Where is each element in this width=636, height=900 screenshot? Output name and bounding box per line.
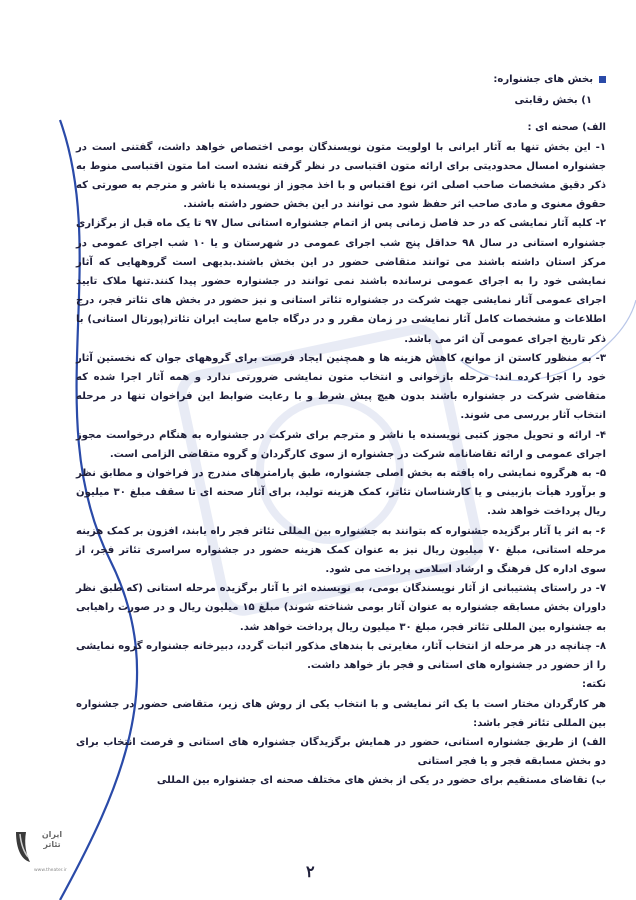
document-body (76, 70, 606, 791)
paragraph-4: ۴- ارائه و تحویل مجوز کتبی نویسنده یا ناشر و مترجم برای شرکت در جشنواره به هنگام درخواست مجوز اجرای عمومی و ارائه تقاضانامه شرکت در جشنواره از سوی کارگردان و گروه متقاضی الزامی است. (76, 429, 606, 460)
paragraph-3: ۳- به منظور کاستن از موانع، کاهش هزینه ها و همچنین ایجاد فرصت برای گروههای جوان که نخستین آثار خود را اجرا کرده اند: مرحله بازخوانی و انتخاب متون نمایشی ضرورتی ندارد و همه آثار اجرا شده که متقاضی شرکت در جشنواره باشند بدون هیچ پیش شرط و با رعایت ضوابط این فراخوان تنها در مرحله انتخاب آثار بررسی می شوند. (76, 352, 606, 422)
bullet-square-icon (599, 76, 606, 83)
note-text: هر کارگردان مختار است با یک اثر نمایشی و با انتخاب یکی از روش های زیر، متقاضی حضور در جشنواره بین المللی تئاتر فجر باشد: (76, 698, 606, 729)
note-option-a: الف) از طریق جشنواره استانی، حضور در همایش برگزیدگان جشنواره های استانی و فرصت انتخاب برای دو بخش مسابقه فجر و یا فجر استانی (76, 736, 606, 768)
paragraph-5: ۵- به هرگروه نمایشی راه یافته به بخش اصلی جشنواره، طبق پارامترهای مندرج در فراخوان و مطابق نظر و برآورد هیأت بازبینی و یا کارشناسان تئاتر، کمک هزینه تولید، برای آثار صحنه ای تا سقف مبلغ ۳۰ میلیون ریال پرداخت خواهد شد. (76, 468, 606, 518)
logo-text: ایران تئاتر (41, 830, 63, 849)
part-heading: الف) صحنه ای : (527, 122, 606, 134)
page-number: ۲ (306, 862, 315, 881)
logo-url: www.theater.ir (34, 868, 67, 873)
section-title-text: بخش های جشنواره: (493, 74, 593, 85)
paragraph-7: ۷- در راستای پشتیبانی از آثار نویسندگان بومی، به نویسنده اثر یا آثار برگزیده مرحله استانی (که طبق نظر داوران بخش مسابقه جشنواره به عنوان آثار بومی شناخته شوند) مبلغ ۱۵ میلیون ریال و در صورت راهیابی به جشنواره بین المللی تئاتر فجر، مبلغ ۳۰ میلیون ریال پرداخت خواهد شد. (76, 583, 606, 633)
note-label: نکته: (582, 679, 606, 691)
paragraph-8: ۸- چنانچه در هر مرحله از انتخاب آثار، مغایرتی با بندهای مذکور اثبات گردد، دبیرخانه جشنواره گروه نمایشی را از حضور در جشنواره های استانی و فجر باز خواهد داشت. (76, 640, 606, 672)
note-option-b: ب) تقاضای مستقیم برای حضور در یکی از بخش های مختلف صحنه ای جشنواره بین المللی (156, 775, 606, 787)
paragraph-6: ۶- به اثر یا آثار برگزیده جشنواره که بتوانند به جشنواره بین المللی تئاتر فجر راه یابند، افزون بر کمک هزینه مرحله استانی، مبلغ ۷۰ میلیون ریال نیز به عنوان کمک هزینه حضور در جشنواره سراسری تئاتر فجر، از سوی اداره کل فرهنگ و ارشاد اسلامی پرداخت می شود. (76, 525, 607, 576)
section-title (76, 70, 606, 89)
paragraph-2: ۲- کلیه آثار نمایشی که در حد فاصل زمانی پس از اتمام جشنواره استانی سال ۹۷ تا یک ماه قبل از برگزاری جشنواره استانی در سال ۹۸ حداقل پنج شب اجرای عمومی در شهرستان و یا ۱۰ شب اجرای عمومی در مرکز استان داشته باشند می توانند متقاضی حضور در این بخش باشند.بدیهی است گروههایی که آثار نمایشی خود را به اجرای عمومی نرسانده باشند نمی توانند در جشنواره حضور پیدا کنند.تنها ملاک تایید اجرای عمومی آثار نمایشی جهت شرکت در جشنواره تئاتر استانی و نیز حضور در بخش های تئاتر فجر، درج اطلاعات و مشخصات کامل آثار نمایشی در زمان مقرر و در درگاه جامع سایت ایران تئاتر(پورتال استانی) با ذکر تاریخ اجرای عمومی آن اثر می باشد. (76, 218, 606, 345)
paragraph-1: ۱- این بخش تنها به آثار ایرانی با اولویت متون نویسندگان بومی اختصاص خواهد داشت، گفتنی است در جشنواره امسال محدودیتی برای ارائه متون اقتباسی در نظر گرفته نشده است اما متون اقتباسی منوط به ذکر دقیق مشخصات صاحب اصلی اثر، نوع اقتباس و با اخذ مجوز از نویسنده یا ناشر و مترجم به صورتی که حقوق معنوی و مادی صاحب اثر حفظ شود می توانند در این بخش حضور داشته باشند. (76, 141, 606, 211)
subsection-title: ۱) بخش رقابتی (514, 95, 592, 107)
